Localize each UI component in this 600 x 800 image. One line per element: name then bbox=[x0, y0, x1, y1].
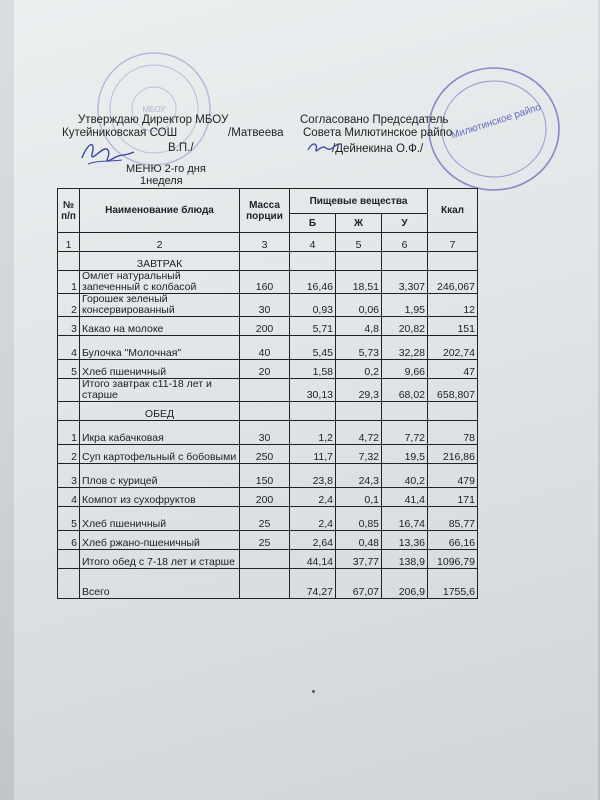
carbs-value: 16,74 bbox=[382, 507, 428, 531]
row-number: 6 bbox=[58, 531, 80, 550]
table-row bbox=[58, 336, 478, 360]
fat-value: 0,1 bbox=[336, 488, 382, 507]
dish-name: Хлеб пшеничный bbox=[80, 507, 240, 531]
director-signature bbox=[78, 136, 138, 170]
dish-name: Омлет натуральный запеченный с колбасой bbox=[80, 271, 240, 294]
fat-value: 4,72 bbox=[336, 421, 382, 445]
row-number: 5 bbox=[58, 507, 80, 531]
kcal-value: 47 bbox=[428, 360, 478, 379]
fat-value: 24,3 bbox=[336, 464, 382, 488]
carbs-value: 1,95 bbox=[382, 294, 428, 317]
grand-total-label: Всего bbox=[80, 569, 240, 599]
dish-name: Хлеб ржано-пшеничный bbox=[80, 531, 240, 550]
kcal-value: 171 bbox=[428, 488, 478, 507]
protein-value: 5,45 bbox=[290, 336, 336, 360]
protein-grand-total: 74,27 bbox=[290, 569, 336, 599]
table-row bbox=[58, 360, 478, 379]
portion-mass: 250 bbox=[240, 445, 290, 464]
portion-mass: 200 bbox=[240, 317, 290, 336]
dish-name: Икра кабачковая bbox=[80, 421, 240, 445]
col-header-kcal: Ккал bbox=[428, 189, 478, 233]
carbs-value: 7,72 bbox=[382, 421, 428, 445]
protein-value: 16,46 bbox=[290, 271, 336, 294]
fat-value: 5,73 bbox=[336, 336, 382, 360]
protein-value: 2,4 bbox=[290, 507, 336, 531]
dish-name: Булочка "Молочная" bbox=[80, 336, 240, 360]
breakfast-total-label: Итого завтрак с11-18 лет и старше bbox=[80, 379, 240, 402]
fat-value: 0,2 bbox=[336, 360, 382, 379]
menu-table bbox=[57, 188, 478, 599]
table-row bbox=[58, 317, 478, 336]
col-header-zh: Ж bbox=[336, 214, 382, 233]
kcal-total: 658,807 bbox=[428, 379, 478, 402]
carbs-value: 32,28 bbox=[382, 336, 428, 360]
section-title-lunch: ОБЕД bbox=[80, 402, 240, 421]
col-header-no: № п/п bbox=[58, 189, 80, 233]
column-number-row bbox=[58, 233, 478, 252]
week-label: 1неделя bbox=[140, 175, 183, 187]
row-number: 2 bbox=[58, 294, 80, 317]
row-number: 2 bbox=[58, 445, 80, 464]
table-row bbox=[58, 488, 478, 507]
breakfast-total-row bbox=[58, 379, 478, 402]
lunch-total-label: Итого обед с 7-18 лет и старше bbox=[80, 550, 240, 569]
school-line: Кутейниковская СОШ bbox=[62, 127, 178, 139]
protein-value: 23,8 bbox=[290, 464, 336, 488]
carbs-value: 19,5 bbox=[382, 445, 428, 464]
kcal-value: 202,74 bbox=[428, 336, 478, 360]
carbs-value: 3,307 bbox=[382, 271, 428, 294]
dish-name: Хлеб пшеничный bbox=[80, 360, 240, 379]
column-number: 3 bbox=[240, 233, 290, 252]
column-number: 2 bbox=[80, 233, 240, 252]
dish-name: Плов с курицей bbox=[80, 464, 240, 488]
carbs-value: 13,36 bbox=[382, 531, 428, 550]
protein-value: 1,2 bbox=[290, 421, 336, 445]
carbs-value: 9,66 bbox=[382, 360, 428, 379]
portion-mass: 200 bbox=[240, 488, 290, 507]
protein-total: 30,13 bbox=[290, 379, 336, 402]
column-number: 6 bbox=[382, 233, 428, 252]
table-row bbox=[58, 271, 478, 294]
protein-value: 0,93 bbox=[290, 294, 336, 317]
kcal-value: 479 bbox=[428, 464, 478, 488]
section-title-breakfast: ЗАВТРАК bbox=[80, 252, 240, 271]
agreed-line: Согласовано Председатель bbox=[300, 114, 449, 126]
row-number: 1 bbox=[58, 421, 80, 445]
dish-name: Горошек зеленый консервированный bbox=[80, 294, 240, 317]
col-header-mass: Масса порции bbox=[240, 189, 290, 233]
row-number: 4 bbox=[58, 488, 80, 507]
kcal-value: 78 bbox=[428, 421, 478, 445]
row-number: 4 bbox=[58, 336, 80, 360]
kcal-value: 85,77 bbox=[428, 507, 478, 531]
school-stamp-text: МБОУ bbox=[142, 105, 166, 114]
col-header-b: Б bbox=[290, 214, 336, 233]
column-number: 1 bbox=[58, 233, 80, 252]
kcal-value: 151 bbox=[428, 317, 478, 336]
grand-total-row bbox=[58, 569, 478, 599]
approve-line: Утверждаю Директор МБОУ bbox=[78, 114, 229, 126]
table-row bbox=[58, 294, 478, 317]
fat-total: 29,3 bbox=[336, 379, 382, 402]
column-number: 5 bbox=[336, 233, 382, 252]
kcal-grand-total: 1755,6 bbox=[428, 569, 478, 599]
portion-mass: 25 bbox=[240, 531, 290, 550]
section-row-lunch bbox=[58, 402, 478, 421]
protein-value: 1,58 bbox=[290, 360, 336, 379]
fat-value: 0,85 bbox=[336, 507, 382, 531]
dish-name: Компот из сухофруктов bbox=[80, 488, 240, 507]
menu-title: МЕНЮ 2-го дня bbox=[126, 163, 206, 175]
column-number: 7 bbox=[428, 233, 478, 252]
paper-speck bbox=[312, 690, 315, 693]
protein-value: 2,4 bbox=[290, 488, 336, 507]
protein-value: 2,64 bbox=[290, 531, 336, 550]
col-header-name: Наименование блюда bbox=[80, 189, 240, 233]
col-header-u: У bbox=[382, 214, 428, 233]
portion-mass: 150 bbox=[240, 464, 290, 488]
carbs-total: 68,02 bbox=[382, 379, 428, 402]
director-name: /Матвеева bbox=[228, 127, 284, 139]
fat-total: 37,77 bbox=[336, 550, 382, 569]
kcal-value: 12 bbox=[428, 294, 478, 317]
fat-value: 0,48 bbox=[336, 531, 382, 550]
col-header-nutrients: Пищевые вещества bbox=[290, 189, 428, 214]
director-initials: В.П./ bbox=[168, 142, 194, 154]
carbs-value: 41,4 bbox=[382, 488, 428, 507]
kcal-value: 216,86 bbox=[428, 445, 478, 464]
portion-mass: 40 bbox=[240, 336, 290, 360]
raipo-stamp-text: Милютинское райпо bbox=[449, 101, 543, 142]
portion-mass: 30 bbox=[240, 294, 290, 317]
carbs-total: 138,9 bbox=[382, 550, 428, 569]
table-row bbox=[58, 421, 478, 445]
kcal-value: 246,067 bbox=[428, 271, 478, 294]
row-number: 1 bbox=[58, 271, 80, 294]
carbs-value: 40,2 bbox=[382, 464, 428, 488]
kcal-value: 66,16 bbox=[428, 531, 478, 550]
portion-mass: 25 bbox=[240, 507, 290, 531]
fat-value: 18,51 bbox=[336, 271, 382, 294]
lunch-total-row bbox=[58, 550, 478, 569]
portion-mass: 20 bbox=[240, 360, 290, 379]
row-number: 3 bbox=[58, 464, 80, 488]
protein-value: 11,7 bbox=[290, 445, 336, 464]
kcal-total: 1096,79 bbox=[428, 550, 478, 569]
table-row bbox=[58, 464, 478, 488]
portion-mass: 30 bbox=[240, 421, 290, 445]
protein-total: 44,14 bbox=[290, 550, 336, 569]
council-line: Совета Милютинское райпо bbox=[303, 127, 453, 139]
chair-name: /Дейнекина О.Ф./ bbox=[332, 143, 424, 155]
table-row bbox=[58, 531, 478, 550]
dish-name: Какао на молоке bbox=[80, 317, 240, 336]
dish-name: Суп картофельный с бобовыми bbox=[80, 445, 240, 464]
fat-value: 0,06 bbox=[336, 294, 382, 317]
section-row-breakfast bbox=[58, 252, 478, 271]
carbs-value: 20,82 bbox=[382, 317, 428, 336]
column-number: 4 bbox=[290, 233, 336, 252]
portion-mass: 160 bbox=[240, 271, 290, 294]
table-row bbox=[58, 445, 478, 464]
fat-value: 7,32 bbox=[336, 445, 382, 464]
carbs-grand-total: 206,9 bbox=[382, 569, 428, 599]
row-number: 5 bbox=[58, 360, 80, 379]
fat-grand-total: 67,07 bbox=[336, 569, 382, 599]
chair-signature bbox=[306, 138, 340, 158]
fat-value: 4,8 bbox=[336, 317, 382, 336]
protein-value: 5,71 bbox=[290, 317, 336, 336]
row-number: 3 bbox=[58, 317, 80, 336]
table-row bbox=[58, 507, 478, 531]
